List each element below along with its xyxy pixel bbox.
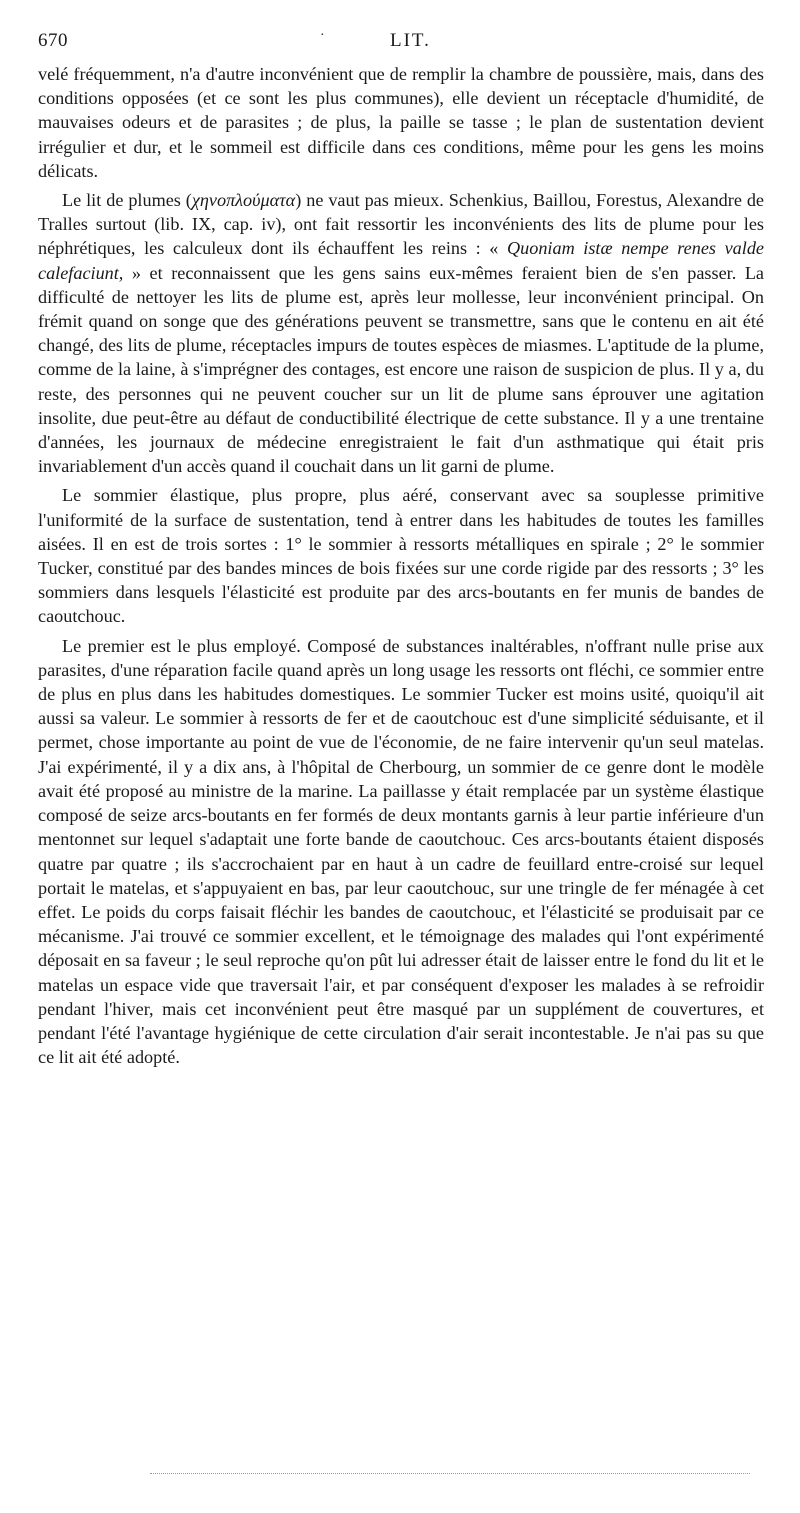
paragraph-lit-de-plumes xyxy=(38,188,764,478)
footer-rule xyxy=(150,1473,750,1474)
greek-term: χηνοπλούματα xyxy=(191,190,296,211)
body-text xyxy=(38,62,764,1069)
latin-quotation: Quoniam istæ nempe renes valde calefaciunt, xyxy=(38,238,764,283)
paragraph-text: » et reconnaissent que les gens sains eux-mêmes feraient bien de s'en passer. La difficulté de nettoyer les lits de plume est, après leur mollesse, leur inconvénient principal. On frémit quand on songe que des générations peuvent se transmettre, sans que le contenu en ait été changé, des lits de plume, réceptacles impurs de toutes espèces de miasmes. L'aptitude de la plume, comme de la laine, à s'imprégner des contages, est encore une raison de suspicion de plus. Il y a, du reste, des personnes qui ne peuvent coucher sur un lit de plume sans éprouver une agitation insolite, due peut-être au défaut de conductibilité électrique de cette substance. Il y a une trentaine d'années, les journaux de médecine enregistraient le fait d'un asthmatique qui était pris invariablement d'un accès quand il couchait dans un lit garni de plume. xyxy=(38,262,764,477)
running-title: LIT. xyxy=(390,30,431,51)
paragraph-text: velé fréquemment, n'a d'autre inconvénient que de remplir la chambre de poussière, mais, dans des conditions opposées (et ce sont les plus communes), elle devient un réceptacle d'humidité, de mauvaises odeurs et de parasites ; de plus, la paille se tasse ; le plan de sustentation devient irrégulier et dur, et le sommeil est difficile dans ces conditions, même pour les gens les moins délicats. xyxy=(38,64,764,181)
paragraph-premier-sommier xyxy=(38,634,764,1070)
paragraph-text: Le lit de plumes ( xyxy=(62,190,192,211)
running-head-dot: · xyxy=(320,28,326,43)
paragraph-paille xyxy=(38,62,764,183)
page-number: 670 xyxy=(38,30,68,51)
paragraph-text: ) ne vaut pas mieux. Schenkius, Baillou, Forestus, Alexandre de Tralles surtout (lib. IX, cap. iv), ont fait ressortir les inconvénients des lits de plume pour les néphrétiques, les calculeux dont ils échauffent les reins : « xyxy=(38,190,764,259)
paragraph-sommier-elastique xyxy=(38,483,764,628)
page xyxy=(38,22,764,1074)
running-head xyxy=(38,22,764,52)
paragraph-text: Le premier est le plus employé. Composé de substances inaltérables, n'offrant nulle prise aux parasites, d'une réparation facile quand après un long usage les ressorts ont fléchi, ce sommier entre de plus en plus dans les habitudes domestiques. Le sommier Tucker est moins usité, quoiqu'il ait aussi sa valeur. Le sommier à ressorts de fer et de caoutchouc est d'une simplicité séduisante, et il permet, chose importante au point de vue de l'économie, de ne faire intervenir qu'un seul matelas. J'ai expérimenté, il y a dix ans, à l'hôpital de Cherbourg, un sommier de ce genre dont le modèle avait été proposé au ministre de la marine. La paillasse y était remplacée par un système élastique composé de seize arcs-boutants en fer formés de deux montants garnis à leur partie inférieure d'un mentonnet sur lequel s'adaptait une forte bande de caoutchouc. Ces arcs-boutants étaient disposés quatre par quatre ; ils s'accrochaient par en haut à un cadre de feuillard entre-croisé sur lequel portait le matelas, et s'appuyaient en bas, par leur caoutchouc, sur une tringle de fer ménagée à cet effet. Le poids du corps faisait fléchir les bandes de caoutchouc, et l'élasticité se produisait par ce mécanisme. J'ai trouvé ce sommier excellent, et le témoignage des malades qui l'ont expérimenté déposait en sa faveur ; le seul reproche qu'on pût lui adresser était de laisser entre le fond du lit et le matelas un espace vide que traversait l'air, et par conséquent d'exposer les malades à se refroidir pendant l'hiver, mais cet inconvénient peut être masqué par un supplément de couvertures, et pendant l'été l'avantage hygiénique de cette circulation d'air serait incontestable. Je n'ai pas su que ce lit ait été adopté. xyxy=(38,635,764,1068)
paragraph-text: Le sommier élastique, plus propre, plus aéré, conservant avec sa souplesse primitive l'uniformité de la surface de sustentation, tend à entrer dans les habitudes de toutes les familles aisées. Il en est de trois sortes : 1° le sommier à ressorts métalliques en spirale ; 2° le sommier Tucker, constitué par des bandes minces de bois fixées sur une corde rigide par des ressorts ; 3° les sommiers dans lesquels l'élasticité est produite par des arcs-boutants en fer munis de bandes de caoutchouc. xyxy=(38,485,764,627)
